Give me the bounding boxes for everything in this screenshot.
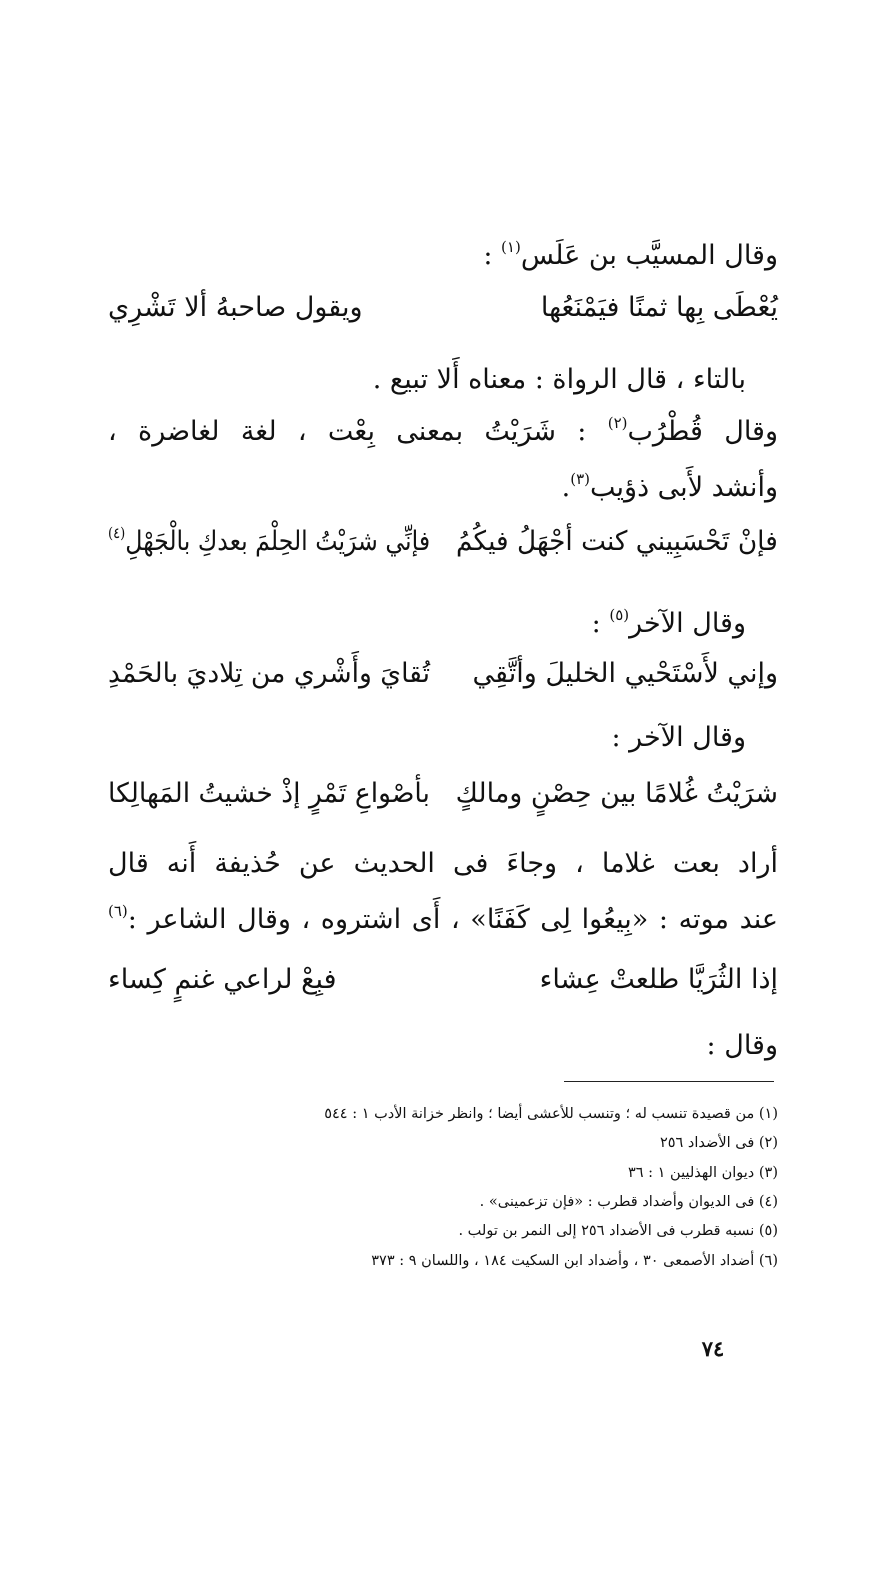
footnote-marker: (٦) bbox=[108, 902, 128, 920]
text-line bbox=[592, 604, 746, 644]
text-line bbox=[483, 236, 778, 276]
footnote-marker: (٣) bbox=[570, 470, 590, 488]
verse-text: ويقول صاحبهُ ألا تَشْرِي bbox=[108, 292, 363, 323]
verse-second-hemistich bbox=[108, 288, 363, 328]
line-text: وقال المسيَّب بن عَلَس bbox=[520, 240, 778, 271]
verse-first-hemistich: إذا الثُرَيَّا طلعتْ عِشاء bbox=[539, 964, 778, 995]
line-tail: . bbox=[561, 472, 571, 503]
verse-first-hemistich: فإنْ تَحْسَبِيني كنت أجْهَلُ فيكُمُ bbox=[456, 526, 778, 557]
footnote: (٤) فى الديوان وأضداد قطرب : «فإن تزعمينى» . bbox=[479, 1194, 778, 1210]
footnote-marker: (٢) bbox=[607, 414, 628, 432]
verse-line bbox=[108, 654, 778, 694]
line-text: عند موته : «بِيعُوا لِى كَفَنًا» ، أَى اشتروه ، وقال الشاعر : bbox=[127, 904, 778, 935]
verse-line bbox=[108, 774, 778, 814]
verse-first-hemistich: شرَيْتُ غُلامًا بين حِصْنٍ ومالكٍ bbox=[455, 778, 778, 809]
line-text: أراد بعت غلاما ، وجاءَ فى الحديث عن حُذيفة أَنه قال bbox=[108, 848, 778, 879]
line-text: وقال : bbox=[706, 1030, 778, 1061]
verse-text: بأصْواعِ تَمْرٍ إذْ خشيتُ المَهالِكا bbox=[108, 778, 430, 809]
line-text: وأنشد لأَبى ذؤيب bbox=[590, 472, 778, 503]
footnote: (٦) أضداد الأصمعى ٣٠ ، وأضداد ابن السكيت ١٨٤ ، واللسان ٩ : ٣٧٣ bbox=[371, 1253, 778, 1269]
footnote-marker: (٤) bbox=[108, 524, 126, 542]
verse-line bbox=[108, 288, 778, 328]
text-line bbox=[373, 360, 746, 400]
footnote: (٣) ديوان الهذليين ١ : ٣٦ bbox=[627, 1165, 778, 1181]
verse-first-hemistich: وإني لأَسْتَحْيي الخليلَ وأتَّقِي bbox=[472, 658, 778, 689]
text-line bbox=[108, 844, 778, 884]
verse-second-hemistich bbox=[108, 960, 337, 1000]
text-line bbox=[562, 468, 778, 508]
line-text: وقال الآخر : bbox=[611, 722, 746, 753]
verse-text: فإنِّي شرَيْتُ الحِلْمَ بعدكِ بالْجَهْلِ bbox=[125, 526, 431, 557]
text-line bbox=[108, 900, 778, 940]
verse-line bbox=[108, 522, 778, 562]
text-line bbox=[707, 1026, 778, 1066]
line-tail: : شَرَيْتُ بمعنى بِعْت ، لغة لغاضرة ، bbox=[108, 416, 608, 447]
line-text: وقال قُطْرُب bbox=[627, 416, 779, 447]
verse-text: تُقايَ وأَشْري من تِلاديَ بالحَمْدِ bbox=[108, 658, 431, 689]
page-number: ٧٤ bbox=[701, 1336, 725, 1361]
line-text: بالتاء ، قال الرواة : معناه أَلا تبيع . bbox=[372, 364, 746, 395]
footnote-separator bbox=[564, 1081, 774, 1082]
footnote-marker: (١) bbox=[501, 238, 521, 256]
text-line bbox=[611, 718, 746, 758]
footnote-marker: (٥) bbox=[609, 606, 630, 624]
verse-second-hemistich bbox=[108, 774, 430, 814]
footnote: (٢) فى الأضداد ٢٥٦ bbox=[659, 1135, 778, 1151]
verse-line bbox=[108, 960, 778, 1000]
line-text: وقال الآخر bbox=[629, 608, 746, 639]
footnote: (٥) نسبه قطرب فى الأضداد ٢٥٦ إلى النمر بن تولب . bbox=[458, 1223, 778, 1239]
footnote: (١) من قصيدة تنسب له ؛ وتنسب للأعشى أيضا ؛ وانظر خزانة الأدب ١ : ٥٤٤ bbox=[324, 1106, 778, 1122]
verse-first-hemistich: يُعْطَى بِها ثمنًا فيَمْنَعُها bbox=[540, 292, 778, 323]
verse-second-hemistich bbox=[108, 654, 430, 694]
verse-second-hemistich bbox=[108, 522, 430, 562]
line-tail: : bbox=[591, 608, 610, 639]
text-line bbox=[108, 412, 778, 452]
line-tail: : bbox=[483, 240, 502, 271]
verse-text: فبِعْ لراعي غنمٍ كِساء bbox=[108, 964, 337, 995]
